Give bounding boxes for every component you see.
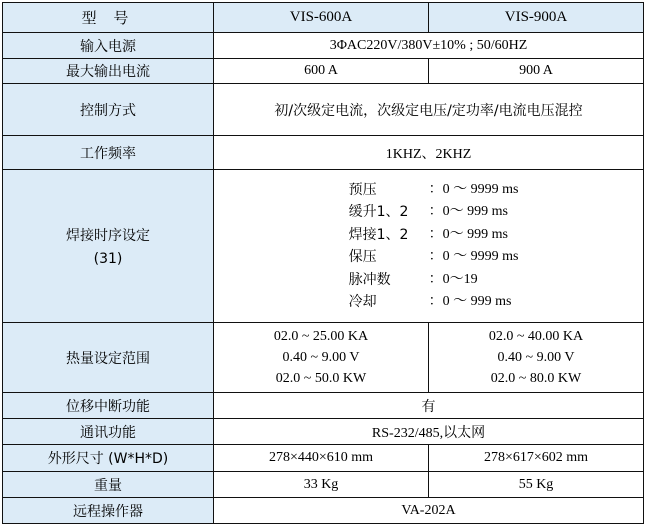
- control-mode-label: 控制方式: [3, 84, 214, 136]
- timing-value: ：0～19: [428, 271, 478, 287]
- timing-name: 保压: [348, 249, 377, 265]
- displacement-cutoff-value: 有: [214, 393, 644, 419]
- row-displacement-cutoff: [3, 393, 644, 419]
- timing-value: ：0 ～ 999 ms: [428, 294, 512, 309]
- heat-range-a-voltage: 0.40 ~ 9.00 V: [282, 350, 360, 365]
- remote-operator-label: 远程操作器: [3, 498, 214, 524]
- max-output-current-a: 600 A: [214, 59, 429, 84]
- timing-value: ：0～ 999 ms: [428, 204, 508, 219]
- header-row: [3, 3, 644, 33]
- max-output-current-b: 900 A: [429, 59, 644, 84]
- weld-timing-label: 焊接时序设定: [66, 228, 150, 244]
- header-label: 型 号: [3, 3, 214, 33]
- timing-item: [349, 201, 519, 224]
- timing-item: [349, 224, 519, 247]
- timing-name: 焊接1、2: [348, 226, 409, 243]
- remote-operator-value: VA-202A: [214, 498, 644, 524]
- communication-label: 通讯功能: [3, 419, 214, 445]
- timing-name: 预压: [348, 181, 377, 198]
- weight-label: 重量: [3, 472, 214, 498]
- dimensions-b: 278×617×602 mm: [429, 445, 644, 472]
- heat-range-label: 热量设定范围: [3, 323, 214, 393]
- timing-name: 缓升1、2: [348, 204, 409, 220]
- heat-range-b-power: 02.0 ~ 80.0 KW: [490, 371, 582, 386]
- dimensions-a: 278×440×610 mm: [214, 445, 429, 472]
- row-remote-operator: [3, 498, 644, 524]
- heat-range-b-voltage: 0.40 ~ 9.00 V: [497, 350, 575, 365]
- row-weight: [3, 472, 644, 498]
- header-model-b: VIS-900A: [429, 3, 644, 33]
- weld-timing-list: [349, 179, 519, 314]
- weight-b: 55 Kg: [429, 472, 644, 498]
- timing-value: ：0～ 999 ms: [428, 226, 508, 242]
- input-power-label: 输入电源: [3, 33, 214, 59]
- row-input-power: [3, 33, 644, 59]
- timing-item: [349, 291, 519, 314]
- frequency-value: 1KHZ、2KHZ: [214, 136, 644, 170]
- row-weld-timing: [3, 170, 644, 323]
- heat-range-a-current: 02.0 ~ 25.00 KA: [273, 329, 369, 344]
- weight-a: 33 Kg: [214, 472, 429, 498]
- timing-item: [349, 179, 519, 202]
- row-dimensions: [3, 445, 644, 472]
- control-mode-value: 初/次级定电流，次级定电压/定功率/电流电压混控: [214, 84, 644, 136]
- row-control-mode: [3, 84, 644, 136]
- input-power-value: 3ΦAC220V/380V±10% ; 50/60HZ: [214, 33, 644, 59]
- frequency-label: 工作频率: [3, 136, 214, 170]
- heat-range-b-current: 02.0 ~ 40.00 KA: [488, 329, 584, 344]
- displacement-cutoff-label: 位移中断功能: [3, 393, 214, 419]
- max-output-current-label: 最大输出电流: [3, 59, 214, 84]
- heat-range-a: [214, 323, 429, 393]
- timing-item: [349, 246, 519, 269]
- communication-value: RS-232/485,以太网: [214, 419, 644, 445]
- timing-name: 脉冲数: [348, 271, 391, 288]
- row-heat-range: [3, 323, 644, 393]
- spec-table: [2, 2, 644, 524]
- timing-name: 冷却: [348, 294, 377, 310]
- weld-timing-values: [214, 170, 644, 323]
- weld-timing-sublabel: (31): [93, 251, 123, 267]
- heat-range-a-power: 02.0 ~ 50.0 KW: [275, 371, 367, 386]
- row-communication: [3, 419, 644, 445]
- timing-value: ：0 ～ 9999 ms: [428, 181, 519, 197]
- weld-timing-label-cell: [3, 170, 214, 323]
- dimensions-label: 外形尺寸 (W*H*D): [3, 445, 214, 472]
- row-frequency: [3, 136, 644, 170]
- timing-value: ：0 ～ 9999 ms: [428, 249, 519, 264]
- header-model-a: VIS-600A: [214, 3, 429, 33]
- row-max-output-current: [3, 59, 644, 84]
- heat-range-b: [429, 323, 644, 393]
- timing-item: [349, 269, 519, 292]
